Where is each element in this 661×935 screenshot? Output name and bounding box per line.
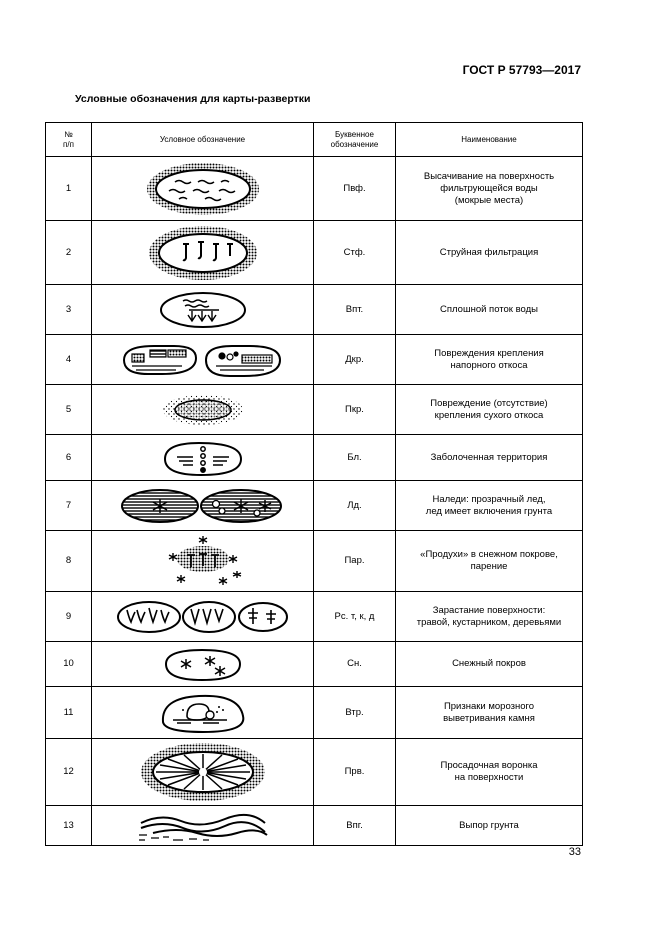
- row-name: Снежный покров: [396, 642, 583, 687]
- row-number: 3: [46, 285, 92, 335]
- row-number: 5: [46, 385, 92, 435]
- table-caption: Условные обозначения для карты-развертки: [75, 93, 311, 105]
- row-name: Зарастание поверхности: травой, кустарником, деревьями: [396, 592, 583, 642]
- table-row: [46, 435, 583, 481]
- row-name: Струйная фильтрация: [396, 221, 583, 285]
- row-abbr: Впг.: [314, 806, 396, 846]
- table-row: [46, 687, 583, 739]
- row-number: 10: [46, 642, 92, 687]
- snow-cover-symbol: [92, 642, 314, 687]
- row-abbr: Сн.: [314, 642, 396, 687]
- row-number: 2: [46, 221, 92, 285]
- row-abbr: Впт.: [314, 285, 396, 335]
- row-abbr: Пкр.: [314, 385, 396, 435]
- row-number: 8: [46, 531, 92, 592]
- row-abbr: Лд.: [314, 481, 396, 531]
- row-number: 7: [46, 481, 92, 531]
- table-header-row: [46, 123, 583, 157]
- row-name: Признаки морозного выветривания камня: [396, 687, 583, 739]
- table-row: [46, 531, 583, 592]
- header-symbol: Условное обозначение: [92, 123, 314, 157]
- table-row: [46, 739, 583, 806]
- jet-filtration-symbol: [92, 221, 314, 285]
- header-letter: Буквенное обозначение: [314, 123, 396, 157]
- row-abbr: Бл.: [314, 435, 396, 481]
- pressure-slope-damage-symbol: [92, 335, 314, 385]
- subsidence-funnel-symbol: [92, 739, 314, 806]
- water-flow-symbol: [92, 285, 314, 335]
- row-name: Повреждения крепления напорного откоса: [396, 335, 583, 385]
- row-number: 4: [46, 335, 92, 385]
- table-row: [46, 335, 583, 385]
- header-num: № п/п: [46, 123, 92, 157]
- row-abbr: Стф.: [314, 221, 396, 285]
- row-abbr: Прв.: [314, 739, 396, 806]
- row-number: 12: [46, 739, 92, 806]
- table-row: [46, 642, 583, 687]
- dry-slope-damage-symbol: [92, 385, 314, 435]
- row-abbr: Втр.: [314, 687, 396, 739]
- vegetation-symbol: [92, 592, 314, 642]
- table-row: [46, 481, 583, 531]
- table-row: [46, 285, 583, 335]
- row-name: «Продухи» в снежном покрове, парение: [396, 531, 583, 592]
- soil-heave-symbol: [92, 806, 314, 846]
- row-abbr: Пвф.: [314, 157, 396, 221]
- header-name: Наименование: [396, 123, 583, 157]
- table-row: [46, 385, 583, 435]
- row-abbr: Дкр.: [314, 335, 396, 385]
- table-row: [46, 806, 583, 846]
- ice-symbol: [92, 481, 314, 531]
- row-name: Сплошной поток воды: [396, 285, 583, 335]
- row-number: 1: [46, 157, 92, 221]
- row-number: 11: [46, 687, 92, 739]
- page-number: 33: [568, 846, 581, 858]
- swamp-symbol: [92, 435, 314, 481]
- row-name: Повреждение (отсутствие) крепления сухого откоса: [396, 385, 583, 435]
- row-number: 6: [46, 435, 92, 481]
- row-number: 9: [46, 592, 92, 642]
- frost-weathering-symbol: [92, 687, 314, 739]
- table-row: [46, 157, 583, 221]
- row-name: Заболоченная территория: [396, 435, 583, 481]
- row-name: Выпор грунта: [396, 806, 583, 846]
- table-row: [46, 221, 583, 285]
- row-name: Наледи: прозрачный лед, лед имеет включения грунта: [396, 481, 583, 531]
- row-number: 13: [46, 806, 92, 846]
- steam-vent-symbol: [92, 531, 314, 592]
- row-name: Просадочная воронка на поверхности: [396, 739, 583, 806]
- standard-number: ГОСТ Р 57793—2017: [462, 63, 581, 77]
- table-row: [46, 592, 583, 642]
- row-abbr: Рс. т, к, д: [314, 592, 396, 642]
- wet-spot-symbol: [92, 157, 314, 221]
- row-name: Высачивание на поверхность фильтрующейся воды (мокрые места): [396, 157, 583, 221]
- legend-table: [45, 122, 583, 846]
- row-abbr: Пар.: [314, 531, 396, 592]
